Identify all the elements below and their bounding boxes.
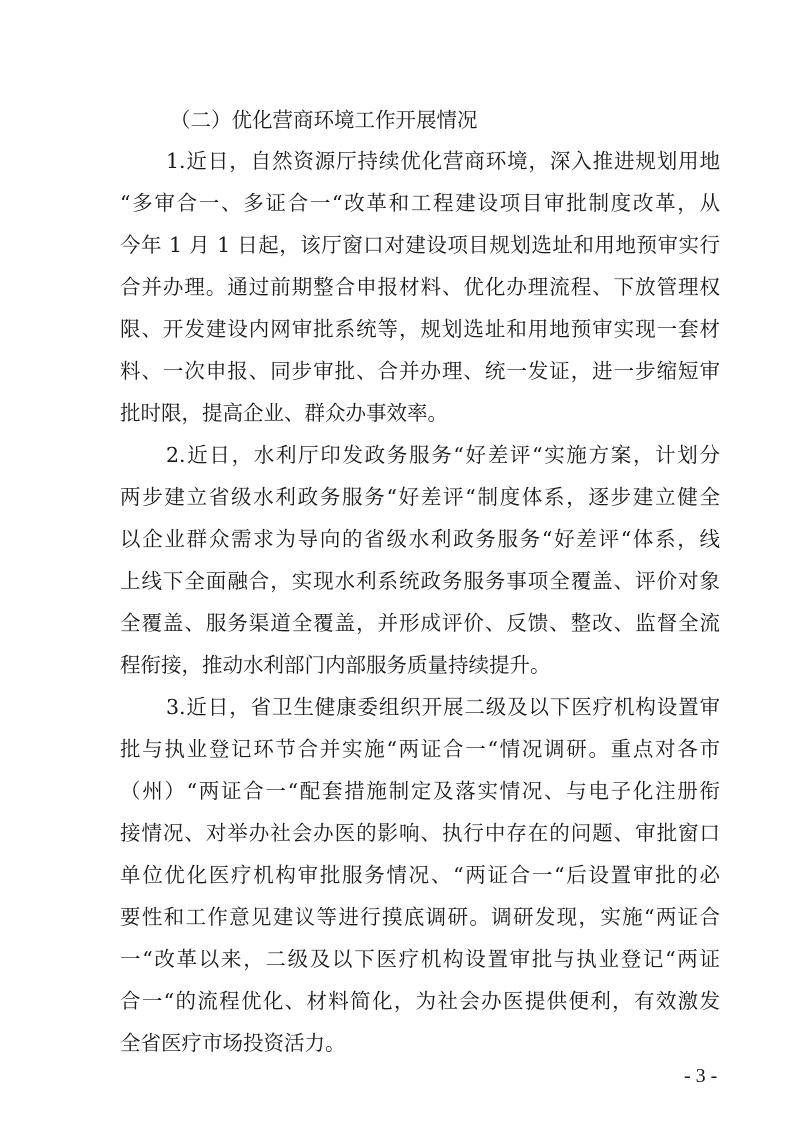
page-number: - 3 -: [684, 1065, 718, 1087]
paragraph-2-line-2: 两步建立省级水利政务服务“好差评“制度体系，逐步建立健全: [120, 485, 720, 509]
paragraph-1-line-4: 合并办理。通过前期整合申报材料、优化办理流程、下放管理权: [120, 275, 720, 299]
paragraph-3-line-6: 要性和工作意见建议等进行摸底调研。调研发现，实施“两证合: [120, 905, 720, 929]
paragraph-2-line-4: 上线下全面融合，实现水利系统政务服务事项全覆盖、评价对象: [120, 569, 720, 593]
paragraph-3-line-2: 批与执业登记环节合并实施“两证合一“情况调研。重点对各市: [120, 737, 720, 761]
paragraph-2-line-1: 2.近日，水利厅印发政务服务“好差评“实施方案，计划分: [166, 443, 720, 467]
paragraph-3-line-1: 3.近日，省卫生健康委组织开展二级及以下医疗机构设置审: [166, 695, 720, 719]
paragraph-3-line-9: 全省医疗市场投资活力。: [120, 1031, 346, 1055]
paragraph-1-line-2: “多审合一、多证合一“改革和工程建设项目审批制度改革，从: [120, 191, 720, 215]
section-title: （二）优化营商环境工作开展情况: [170, 108, 478, 132]
paragraph-1-line-7: 批时限，提高企业、群众办事效率。: [120, 401, 448, 425]
paragraph-3-line-8: 合一“的流程优化、材料简化，为社会办医提供便利，有效激发: [120, 989, 720, 1013]
paragraph-1-line-1: 1.近日，自然资源厅持续优化营商环境，深入推进规划用地: [166, 149, 720, 173]
paragraph-2-line-6: 程衔接，推动水利部门内部服务质量持续提升。: [120, 653, 551, 677]
paragraph-1-line-6: 料、一次申报、同步审批、合并办理、统一发证，进一步缩短审: [120, 359, 720, 383]
paragraph-3-line-7: 一“改革以来，二级及以下医疗机构设置审批与执业登记“两证: [120, 947, 720, 971]
paragraph-3-line-3: （州）“两证合一“配套措施制定及落实情况、与电子化注册衔: [120, 779, 720, 803]
paragraph-3-line-4: 接情况、对举办社会办医的影响、执行中存在的问题、审批窗口: [120, 821, 720, 845]
paragraph-2-line-3: 以企业群众需求为导向的省级水利政务服务“好差评“体系，线: [120, 527, 720, 551]
paragraph-1-line-5: 限、开发建设内网审批系统等，规划选址和用地预审实现一套材: [120, 317, 720, 341]
paragraph-1-line-3: 今年 1 月 1 日起，该厅窗口对建设项目规划选址和用地预审实行: [120, 233, 720, 257]
paragraph-2-line-5: 全覆盖、服务渠道全覆盖，并形成评价、反馈、整改、监督全流: [120, 611, 720, 635]
paragraph-3-line-5: 单位优化医疗机构审批服务情况、“两证合一“后设置审批的必: [120, 863, 720, 887]
